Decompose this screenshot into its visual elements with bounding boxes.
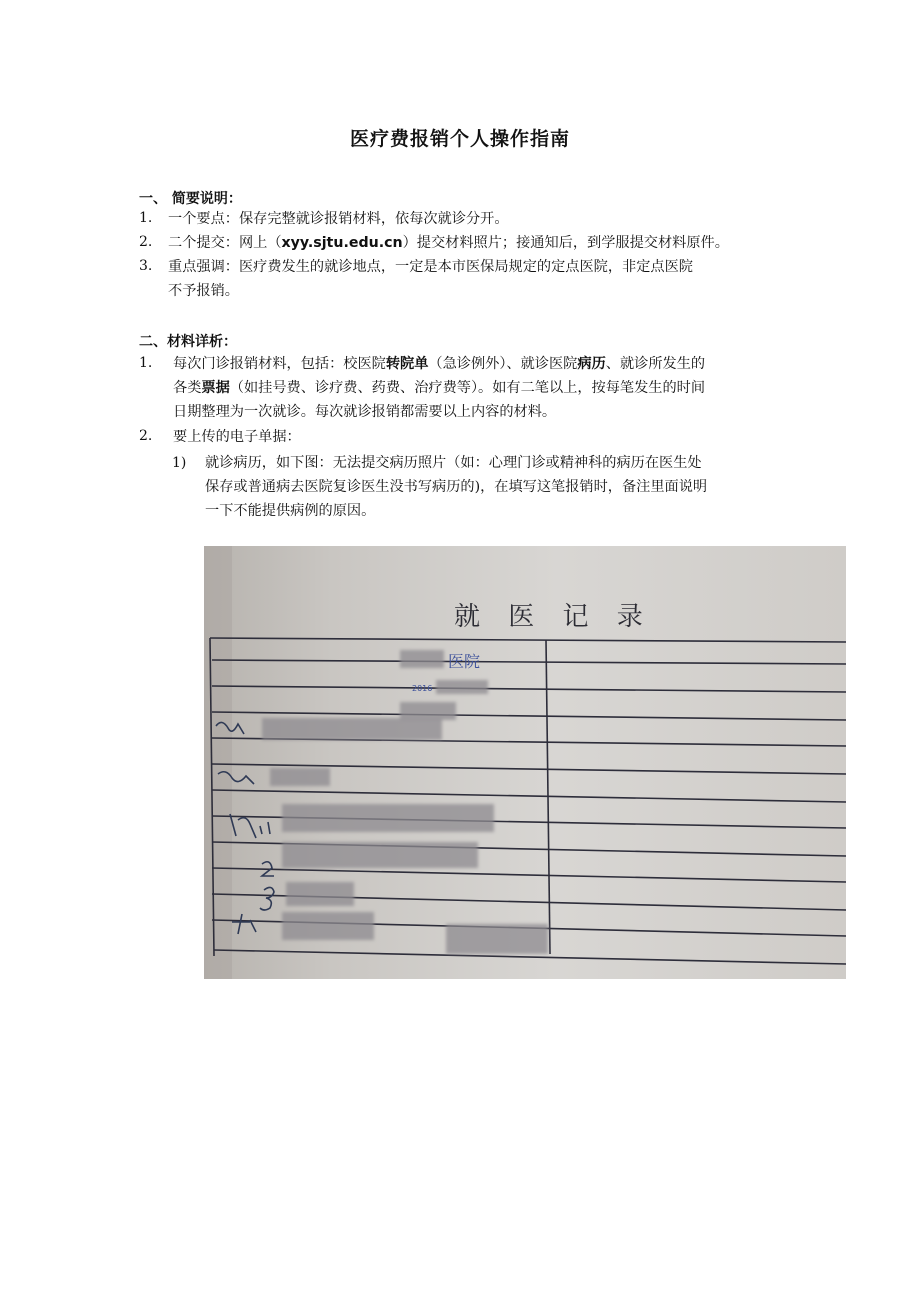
section-heading-2: 二、材料详析： <box>139 334 237 350</box>
list-number: 1. <box>139 355 153 371</box>
list-item-text: 要上传的电子单据： <box>173 429 301 445</box>
sub-list-item-text-continued: 一下不能提供病例的原因。 <box>205 503 376 519</box>
list-item-text-continued: 日期整理为一次就诊。每次就诊报销都需要以上内容的材料。 <box>173 404 557 420</box>
list-item-text: 每次门诊报销材料，包括：校医院转院单（急诊例外）、就诊医院病历、就诊所发生的 <box>173 356 706 372</box>
page-title: 医疗费报销个人操作指南 <box>349 128 570 150</box>
sub-list-number: 1) <box>172 455 187 471</box>
list-item-text: 二个提交：网上（xyy.sjtu.edu.cn）提交材料照片；接通知后，到学服提交材料原件。 <box>168 235 729 251</box>
record-heading: 就 医 记 录 <box>454 602 653 632</box>
medical-record-photo <box>204 546 846 979</box>
section-heading-1: 一、 简要说明： <box>139 191 242 207</box>
sub-list-item-text-continued: 保存或普通病去医院复诊医生没书写病历的)，在填写这笔报销时，备注里面说明 <box>205 479 708 495</box>
list-item-text-continued: 不予报销。 <box>168 283 239 299</box>
list-number: 2. <box>139 234 153 250</box>
hospital-stamp: 医院 <box>448 652 481 671</box>
list-item-text: 重点强调：医疗费发生的就诊地点，一定是本市医保局规定的定点医院，非定点医院 <box>168 259 693 275</box>
list-number: 3. <box>139 258 153 274</box>
list-number: 2. <box>139 428 153 444</box>
sub-list-item-text: 就诊病历，如下图：无法提交病历照片（如：心理门诊或精神科的病历在医生处 <box>205 455 702 471</box>
handwriting-marks <box>204 546 846 979</box>
list-item-text: 一个要点：保存完整就诊报销材料，依每次就诊分开。 <box>168 211 509 227</box>
list-item-text-continued: 各类票据（如挂号费、诊疗费、药费、治疗费等）。如有二笔以上，按每笔发生的时间 <box>173 380 706 396</box>
record-year: 2016 <box>412 684 433 693</box>
list-number: 1. <box>139 210 153 226</box>
website-link: xyy.sjtu.edu.cn <box>281 235 403 251</box>
